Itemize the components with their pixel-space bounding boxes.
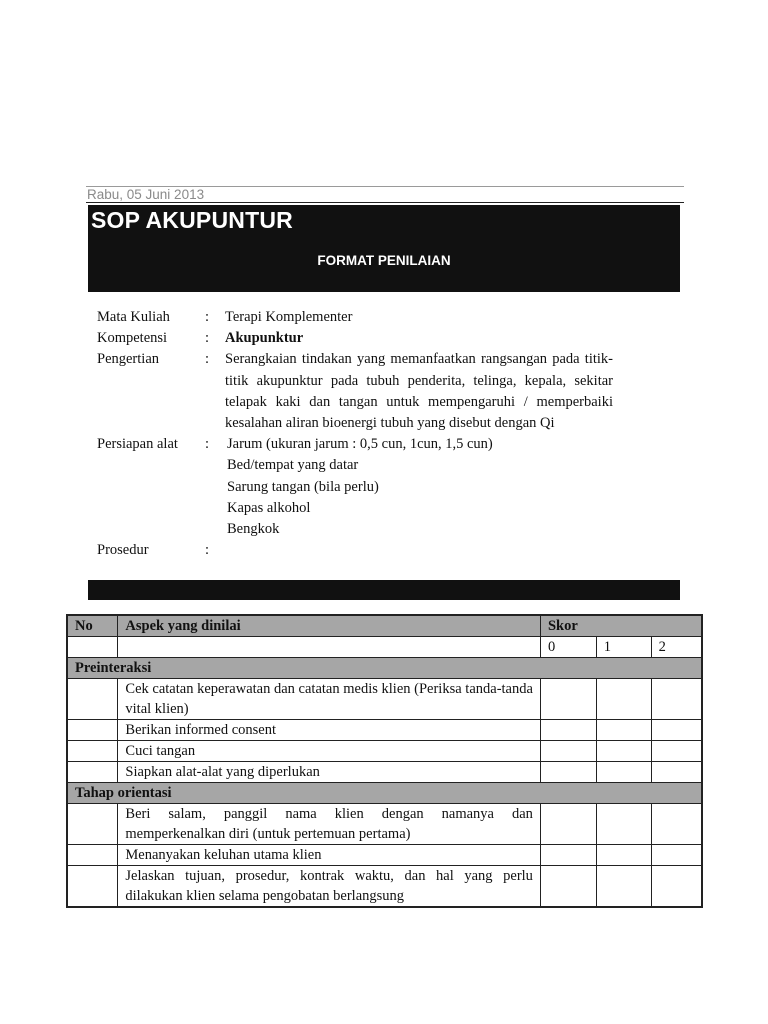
table-row xyxy=(67,866,702,908)
header-skor: Skor xyxy=(540,615,702,637)
persiapan-item: Jarum (ukuran jarum : 0,5 cun, 1cun, 1,5 cun) xyxy=(227,436,493,453)
score-cell[interactable] xyxy=(596,762,651,783)
score-cell[interactable] xyxy=(651,866,702,908)
info-row-mata-kuliah xyxy=(97,307,613,328)
aspect-text: Berikan informed consent xyxy=(118,720,541,741)
assessment-table xyxy=(66,614,703,908)
score-cell[interactable] xyxy=(540,679,596,720)
section-row-preinteraksi xyxy=(67,658,702,679)
score-cell[interactable] xyxy=(540,866,596,908)
header-no: No xyxy=(67,615,118,637)
pengertian-label: Pengertian xyxy=(97,351,160,368)
table-row xyxy=(67,741,702,762)
persiapan-item: Kapas alkohol xyxy=(227,499,311,516)
persiapan-item: Sarung tangan (bila perlu) xyxy=(227,478,379,495)
header-aspek: Aspek yang dinilai xyxy=(118,615,541,637)
info-row-prosedur xyxy=(97,540,613,561)
score-cell[interactable] xyxy=(540,845,596,866)
score-cell[interactable] xyxy=(651,762,702,783)
aspect-text: Siapkan alat-alat yang diperlukan xyxy=(118,762,541,783)
score-cell[interactable] xyxy=(596,741,651,762)
score-cell[interactable] xyxy=(540,741,596,762)
table-header-row xyxy=(67,615,702,637)
persiapan-list xyxy=(225,434,613,540)
title-banner xyxy=(88,205,680,292)
aspect-text: Menanyakan keluhan utama klien xyxy=(118,845,541,866)
persiapan-label: Persiapan alat xyxy=(97,436,178,453)
score-cell[interactable] xyxy=(540,720,596,741)
page-subtitle: FORMAT PENILAIAN xyxy=(317,253,451,268)
table-row xyxy=(67,804,702,845)
section-row-tahap-orientasi xyxy=(67,783,702,804)
info-block xyxy=(97,307,613,561)
section-title: Tahap orientasi xyxy=(67,783,702,804)
score-cell[interactable] xyxy=(596,804,651,845)
aspect-text: Jelaskan tujuan, prosedur, kontrak waktu, dan hal yang perlu dilakukan klien selama pengobatan berlangsung xyxy=(118,866,541,908)
aspect-text: Cek catatan keperawatan dan catatan medis klien (Periksa tanda-tanda vital klien) xyxy=(118,679,541,720)
table-row xyxy=(67,762,702,783)
colon: : xyxy=(205,436,210,453)
score-cell[interactable] xyxy=(540,762,596,783)
info-row-pengertian xyxy=(97,349,613,434)
score-cell[interactable] xyxy=(596,866,651,908)
kompetensi-label: Kompetensi xyxy=(97,330,168,347)
section-title: Preinteraksi xyxy=(67,658,702,679)
separator-bar xyxy=(88,580,680,600)
table-row xyxy=(67,679,702,720)
mata-kuliah-label: Mata Kuliah xyxy=(97,309,170,325)
table-row xyxy=(67,720,702,741)
score-cell[interactable] xyxy=(596,679,651,720)
score-2: 2 xyxy=(651,637,702,658)
info-row-persiapan xyxy=(97,434,613,540)
colon: : xyxy=(205,542,210,559)
date-bottom-rule xyxy=(86,202,684,203)
aspect-text: Cuci tangan xyxy=(118,741,541,762)
colon: : xyxy=(205,309,210,325)
prosedur-label: Prosedur xyxy=(97,542,149,559)
pengertian-value: Serangkaian tindakan yang memanfaatkan rangsangan pada titik-titik akupunktur pada tubuh penderita, telinga, kepala, sekitar telapak kaki dan tangan untuk mempengaruhi / memperbaiki kesalahan aliran bioenergi tubuh yang disebut dengan Qi xyxy=(225,351,613,432)
persiapan-item: Bengkok xyxy=(227,521,280,538)
score-cell[interactable] xyxy=(651,741,702,762)
persiapan-item: Bed/tempat yang datar xyxy=(227,457,359,474)
score-1: 1 xyxy=(596,637,651,658)
score-0: 0 xyxy=(540,637,596,658)
score-cell[interactable] xyxy=(651,720,702,741)
colon: : xyxy=(205,330,210,347)
info-row-kompetensi xyxy=(97,328,613,349)
document-date: Rabu, 05 Juni 2013 xyxy=(87,187,205,202)
score-cell[interactable] xyxy=(540,804,596,845)
score-cell[interactable] xyxy=(651,679,702,720)
score-cell[interactable] xyxy=(651,804,702,845)
score-cell[interactable] xyxy=(596,720,651,741)
score-scale-row xyxy=(67,637,702,658)
aspect-text: Beri salam, panggil nama klien dengan namanya dan memperkenalkan diri (untuk pertemuan pertama) xyxy=(118,804,541,845)
page-title: SOP AKUPUNTUR xyxy=(91,207,293,233)
table-row xyxy=(67,845,702,866)
kompetensi-value: Akupunktur xyxy=(225,330,304,347)
score-cell[interactable] xyxy=(651,845,702,866)
mata-kuliah-value: Terapi Komplementer xyxy=(225,309,353,325)
colon: : xyxy=(205,351,210,368)
score-cell[interactable] xyxy=(596,845,651,866)
